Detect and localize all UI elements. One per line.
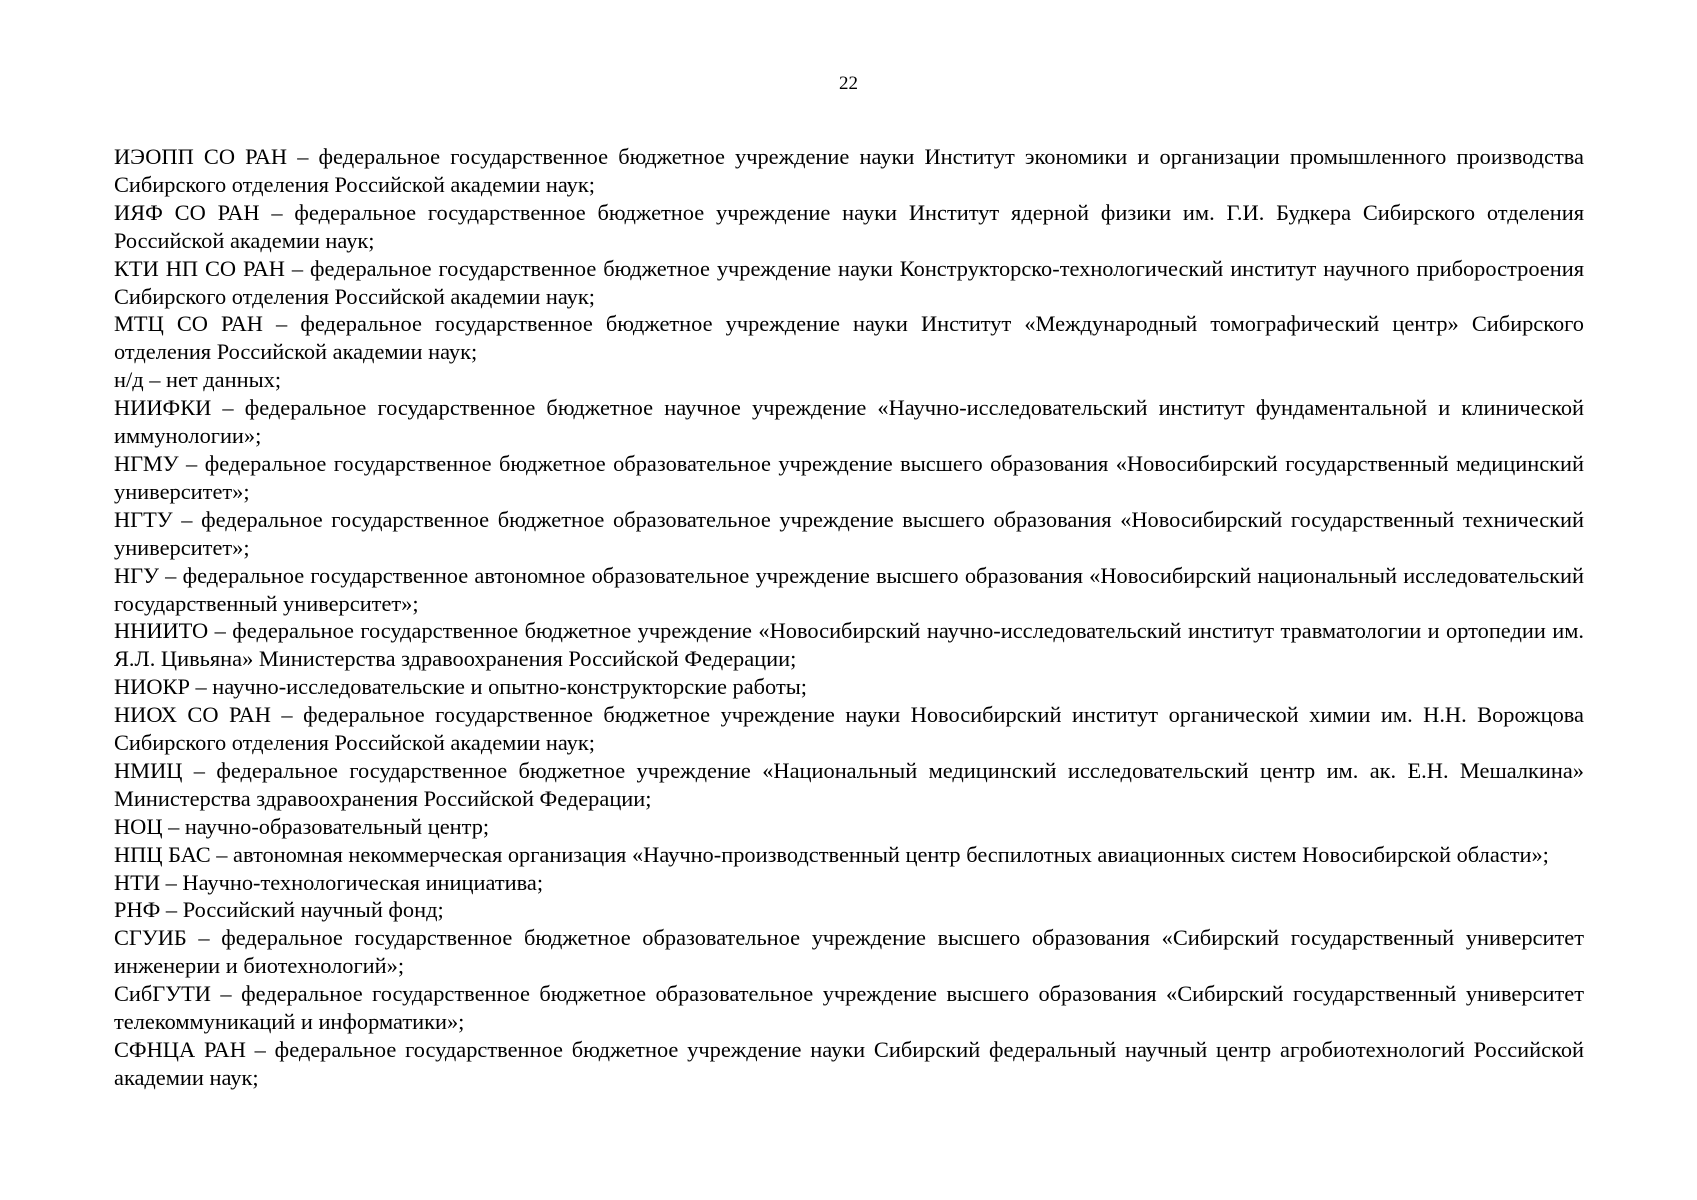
abbreviation-entry: КТИ НП СО РАН – федеральное государственное бюджетное учреждение науки Конструкторско-технологический институт научного приборостроения Сибирского отделения Российской академии наук; (114, 255, 1584, 309)
abbreviation-entry: НГУ – федеральное государственное автономное образовательное учреждение высшего образования «Новосибирский национальный исследовательский государственный университет»; (114, 562, 1584, 616)
abbreviation-entry: НПЦ БАС – автономная некоммерческая организация «Научно-производственный центр беспилотных авиационных систем Новосибирской области»; (114, 841, 1549, 867)
abbreviation-entry: НТИ – Научно-технологическая инициатива; (114, 869, 544, 895)
abbreviation-entry: ИЯФ СО РАН – федеральное государственное бюджетное учреждение науки Институт ядерной физики им. Г.И. Будкера Сибирского отделения Российской академии наук; (114, 199, 1584, 253)
abbreviation-entry: СГУИБ – федеральное государственное бюджетное образовательное учреждение высшего образования «Сибирский государственный университет инженерии и биотехнологий»; (114, 925, 1584, 979)
abbreviation-entry: НГТУ – федеральное государственное бюджетное образовательное учреждение высшего образования «Новосибирский государственный технический университет»; (114, 506, 1584, 560)
abbreviation-entry: НМИЦ – федеральное государственное бюджетное учреждение «Национальный медицинский исследовательский центр им. ак. Е.Н. Мешалкина» Министерства здравоохранения Российской Федерации; (114, 757, 1584, 811)
abbreviation-entry: НОЦ – научно-образовательный центр; (114, 813, 490, 839)
abbreviation-entry: ИЭОПП СО РАН – федеральное государственное бюджетное учреждение науки Институт экономики и организации промышленного производства Сибирского отделения Российской академии наук; (114, 144, 1584, 197)
abbreviations-list (114, 143, 1584, 1092)
abbreviation-entry: НГМУ – федеральное государственное бюджетное образовательное учреждение высшего образования «Новосибирский государственный медицинский университет»; (114, 450, 1584, 504)
abbreviation-entry: СибГУТИ – федеральное государственное бюджетное образовательное учреждение высшего образования «Сибирский государственный университет телекоммуникаций и информатики»; (114, 981, 1584, 1035)
abbreviation-entry: СФНЦА РАН – федеральное государственное бюджетное учреждение науки Сибирский федеральный научный центр агробиотехнологий Российской академии наук; (114, 1037, 1584, 1090)
abbreviation-entry: н/д – нет данных; (114, 367, 282, 393)
abbreviation-entry: МТЦ СО РАН – федеральное государственное бюджетное учреждение науки Институт «Международный томографический центр» Сибирского отделения Российской академии наук; (114, 311, 1584, 365)
abbreviation-entry: РНФ – Российский научный фонд; (114, 897, 444, 923)
abbreviation-entry: ННИИТО – федеральное государственное бюджетное учреждение «Новосибирский научно-исследовательский институт травматологии и ортопедии им. Я.Л. Цивьяна» Министерства здравоохранения Российской Федерации; (114, 618, 1584, 672)
abbreviation-entry: НИИФКИ – федеральное государственное бюджетное научное учреждение «Научно-исследовательский институт фундаментальной и клинической иммунологии»; (114, 395, 1584, 449)
abbreviation-entry: НИОКР – научно-исследовательские и опытно-конструкторские работы; (114, 674, 808, 700)
page-number: 22 (839, 73, 858, 94)
abbreviation-entry: НИОХ СО РАН – федеральное государственное бюджетное учреждение науки Новосибирский институт органической химии им. Н.Н. Ворожцова Сибирского отделения Российской академии наук; (114, 702, 1584, 756)
